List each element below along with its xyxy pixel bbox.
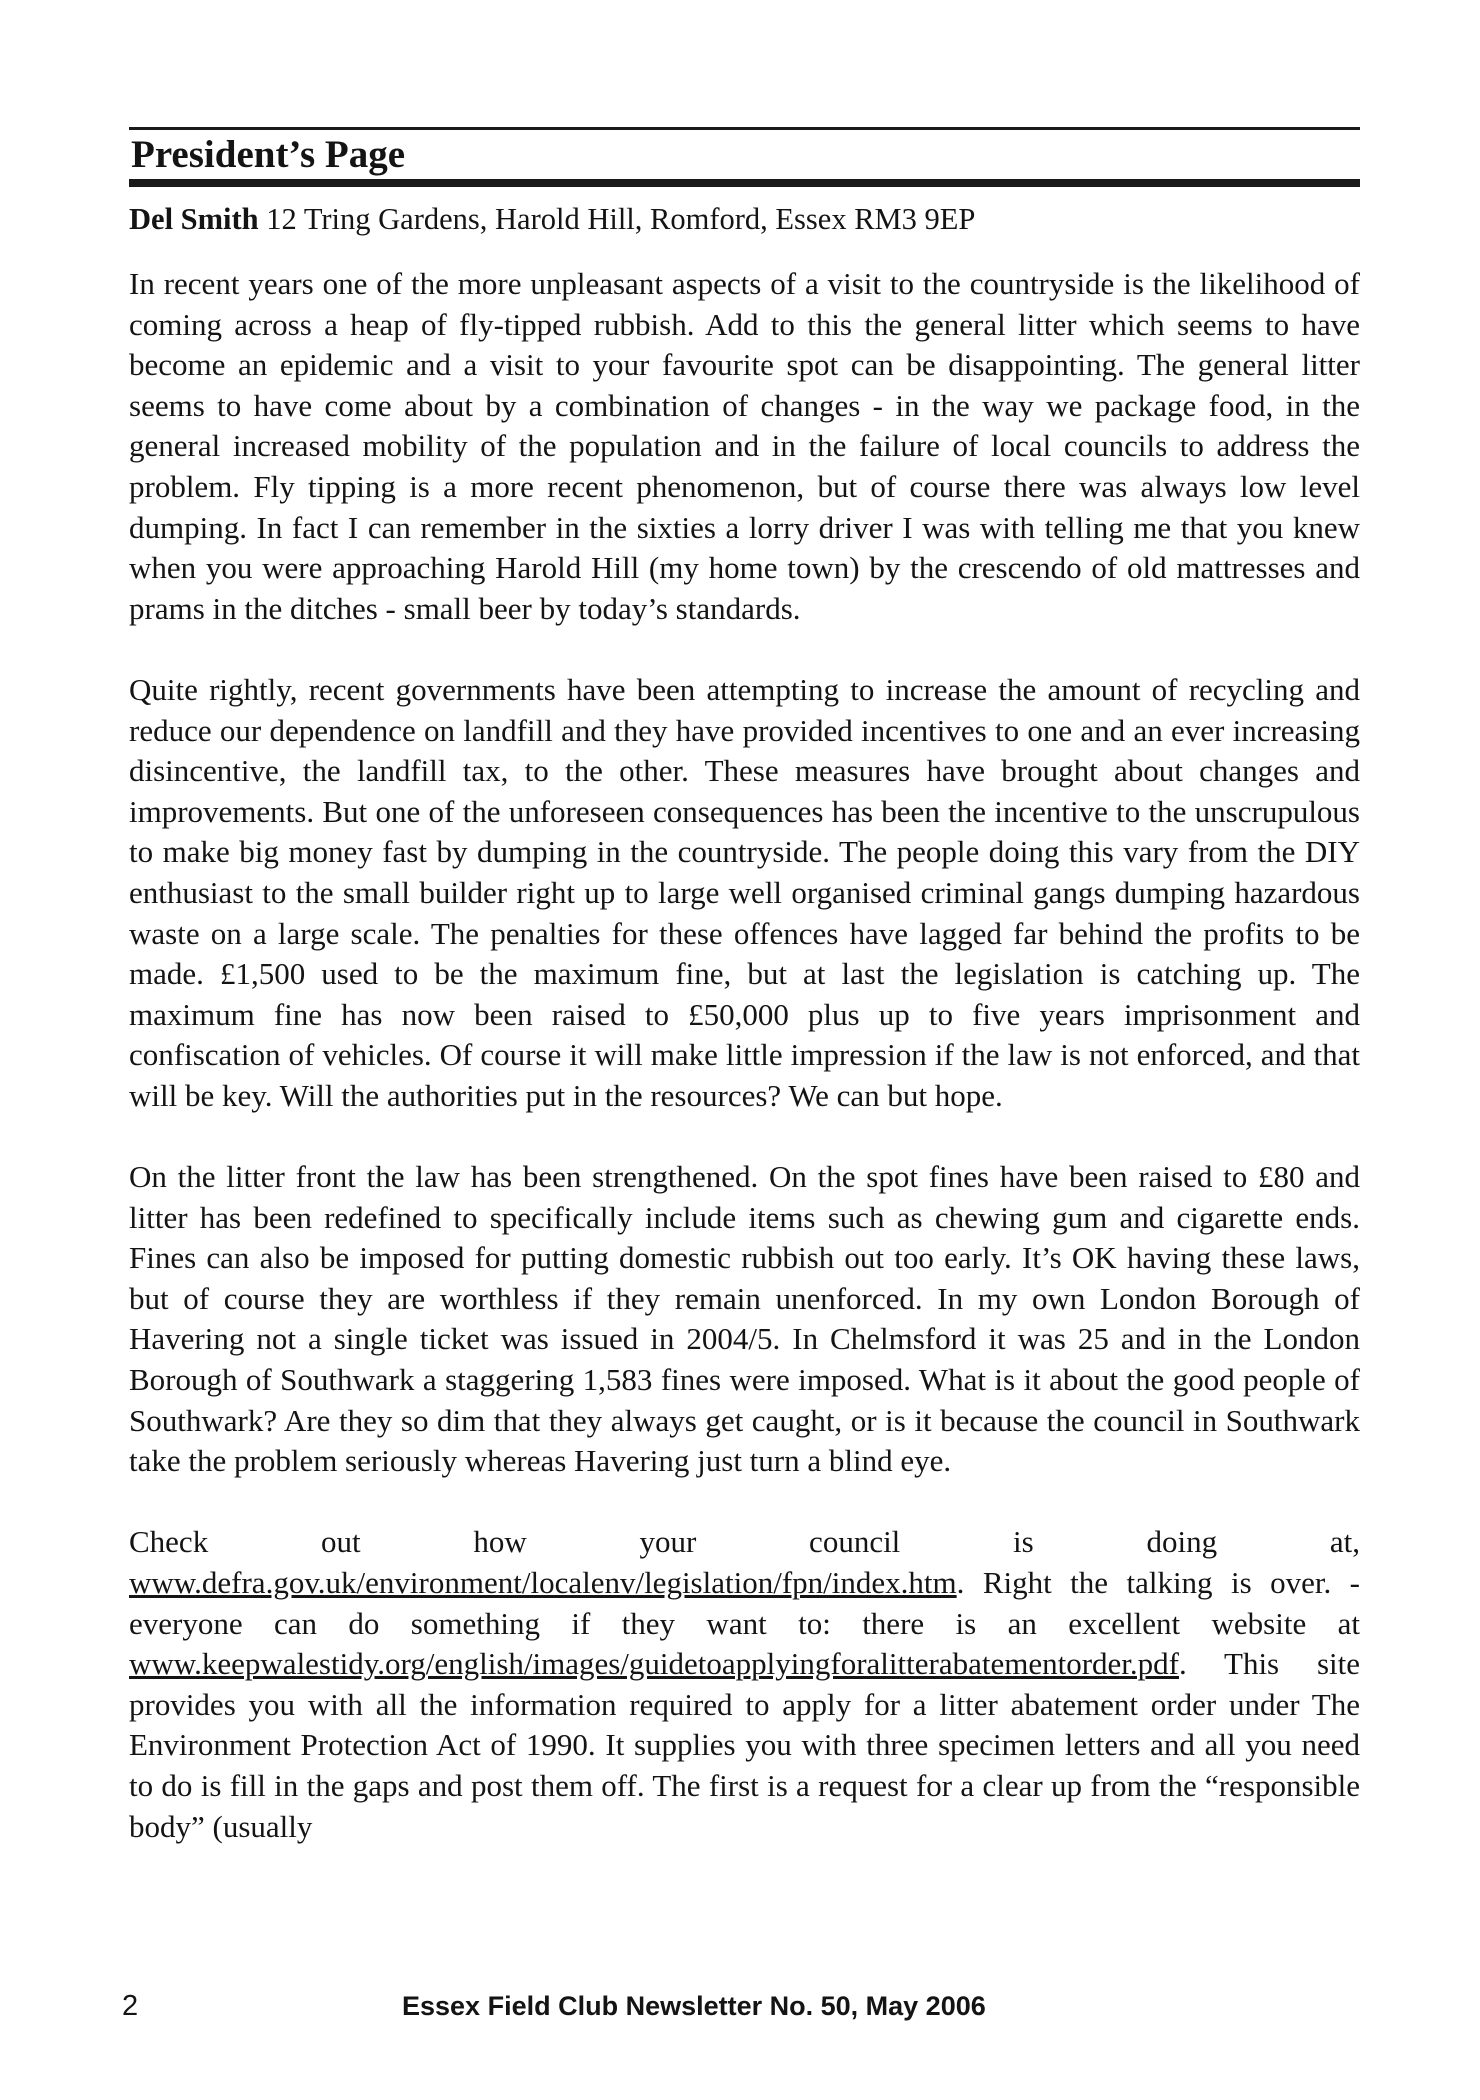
article-paragraph-1: In recent years one of the more unpleasant aspects of a visit to the countryside is the likelihood of coming across a heap of fly-tipped rubbish. Add to this the general litter which seems to have become an epidemic and a visit to your favourite spot can be disappointing. The general litter seems to have come about by a combination of changes - in the way we package food, in the general increased mobility of the population and in the failure of local councils to address the problem. Fly tipping is a more recent phenomenon, but of course there was always low level dumping. In fact I can remember in the sixties a lorry driver I was with telling me that you knew when you were approaching Harold Hill (my home town) by the crescendo of old mattresses and prams in the ditches - small beer by today’s standards. bbox=[129, 266, 1360, 626]
keepwalestidy-link[interactable]: www.keepwalestidy.org/english/images/guidetoapplyingforalitterabatementorder.pdf bbox=[129, 1646, 1179, 1682]
header-bottom-rule bbox=[129, 179, 1360, 187]
article-paragraph-4 bbox=[129, 1522, 1360, 1847]
article-paragraph-2: Quite rightly, recent governments have been attempting to increase the amount of recycling and reduce our dependence on landfill and they have provided incentives to one and an ever increasing disincentive, the landfill tax, to the other. These measures have brought about changes and improvements. But one of the unforeseen consequences has been the incentive to the unscrupulous to make big money fast by dumping in the countryside. The people doing this vary from the DIY enthusiast to the small builder right up to large well organised criminal gangs dumping hazardous waste on a large scale. The penalties for these offences have lagged far behind the profits to be made. £1,500 used to be the maximum fine, but at last the legislation is catching up. The maximum fine has now been raised to £50,000 plus up to five years imprisonment and confiscation of vehicles. Of course it will make little impression if the law is not enforced, and that will be key. Will the authorities put in the resources? We can but hope. bbox=[129, 671, 1360, 1113]
author-address: 12 Tring Gardens, Harold Hill, Romford, Essex RM3 9EP bbox=[266, 202, 976, 236]
publication-footer: Essex Field Club Newsletter No. 50, May 2006 bbox=[402, 1991, 986, 2021]
article-paragraph-3: On the litter front the law has been strengthened. On the spot fines have been raised to £80 and litter has been redefined to specifically include items such as chewing gum and cigarette ends. Fines can also be imposed for putting domestic rubbish out too early. It’s OK having these laws, but of course they are worthless if they remain unenforced. In my own London Borough of Havering not a single ticket was issued in 2004/5. In Chelmsford it was 25 and in the London Borough of Southwark a staggering 1,583 fines were imposed. What is it about the good people of Southwark? Are they so dim that they always get caught, or is it because the council in Southwark take the problem seriously whereas Havering just turn a blind eye. bbox=[129, 1159, 1360, 1479]
article-body bbox=[129, 264, 1360, 1888]
page-title: President’s Page bbox=[131, 133, 406, 176]
defra-link[interactable]: www.defra.gov.uk/environment/localenv/legislation/fpn/index.htm bbox=[129, 1565, 957, 1600]
paragraph-4-text-2: . Right the talking is over. - everyone can do something if they want to: there is an excellent website at bbox=[129, 1565, 1360, 1641]
author-line bbox=[129, 199, 1369, 239]
page-number: 2 bbox=[122, 1990, 139, 2022]
paragraph-4-text-3: . This site provides you with all the information required to apply for a litter abatement order under The Environment Protection Act of 1990. It supplies you with three specimen letters and all you need to do is fill in the gaps and post them off. The first is a request for a clear up from the “responsible body” (usually bbox=[129, 1646, 1360, 1844]
paragraph-4-text-1: Check out how your council is doing at, bbox=[129, 1524, 1360, 1560]
author-name: Del Smith bbox=[129, 202, 259, 236]
